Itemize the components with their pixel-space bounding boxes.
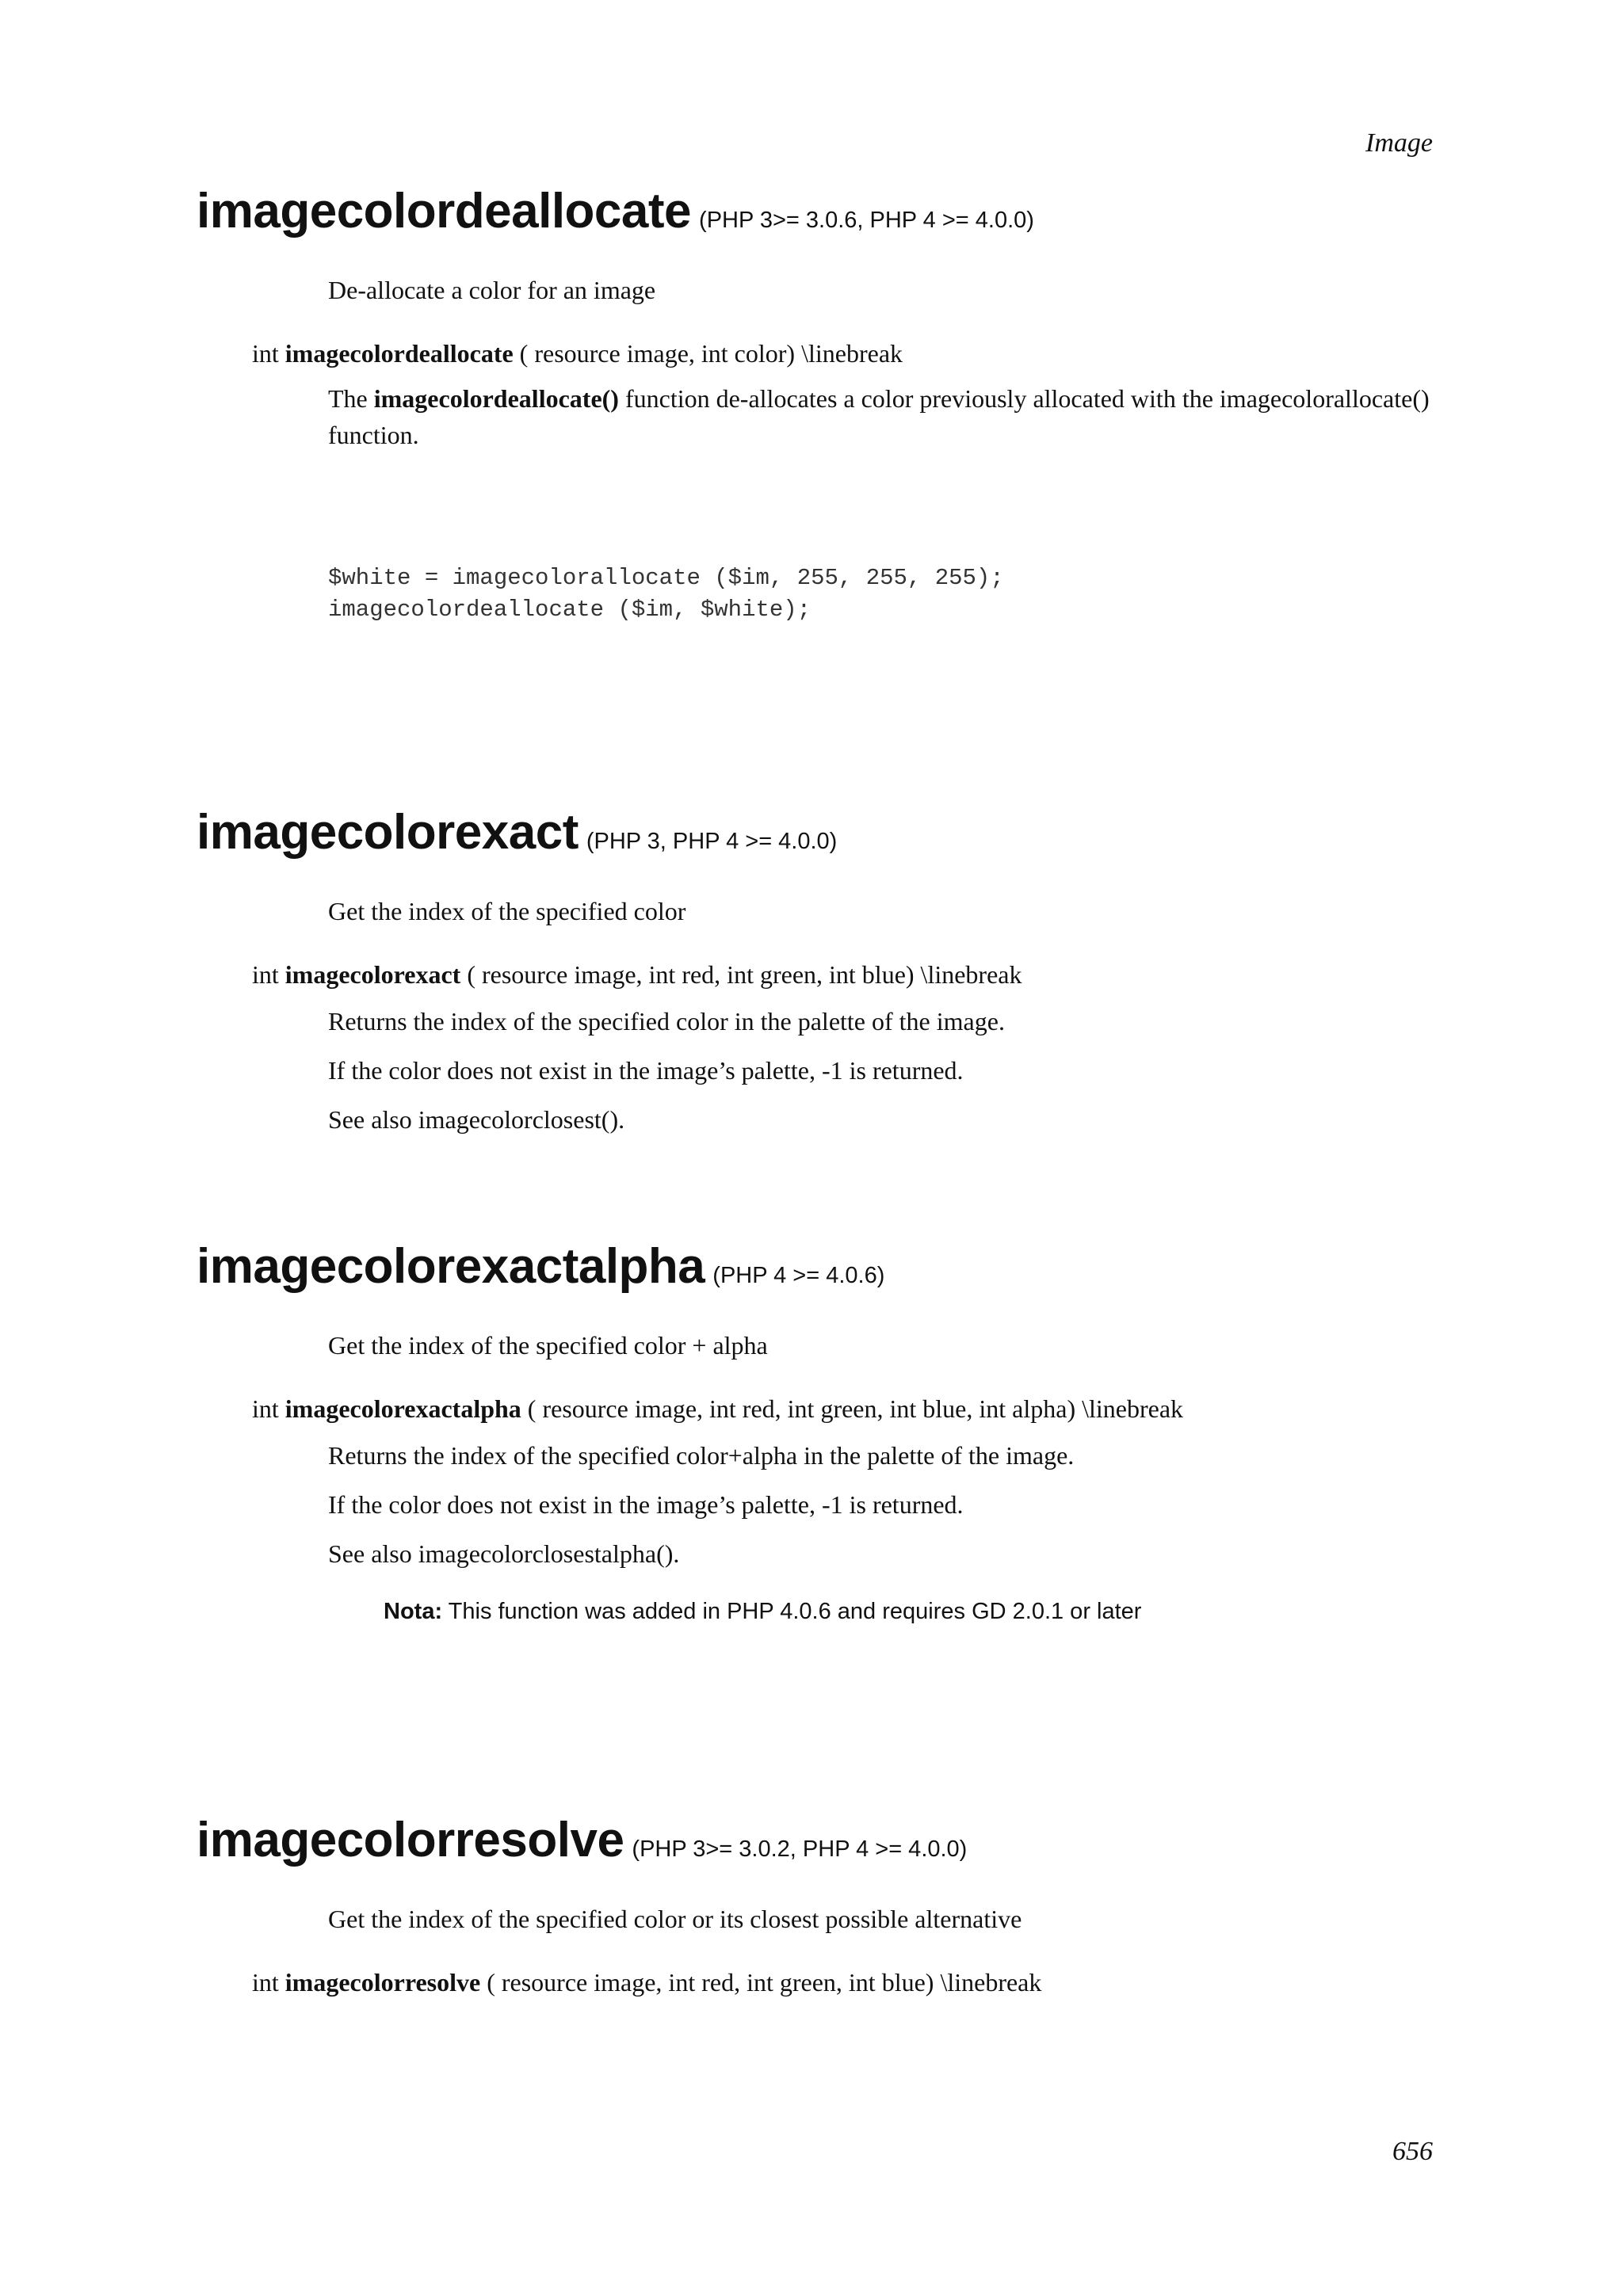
function-purpose: Get the index of the specified color + alpha xyxy=(328,1331,768,1360)
return-type: int xyxy=(252,1968,279,1997)
note xyxy=(384,1596,1433,1627)
entry-imagecolorexact xyxy=(197,805,1433,1138)
function-purpose: Get the index of the specified color xyxy=(328,897,686,925)
entry-imagecolorresolve xyxy=(197,1813,1433,1998)
function-name: imagecolorresolve xyxy=(197,1813,624,1867)
php-versions: (PHP 3>= 3.0.2, PHP 4 >= 4.0.0) xyxy=(632,1836,968,1862)
description-prefix: The xyxy=(328,384,368,413)
function-synopsis xyxy=(252,338,1433,369)
entry-imagecolordeallocate xyxy=(197,184,1433,689)
note-text: This function was added in PHP 4.0.6 and requires GD 2.0.1 or later xyxy=(448,1599,1142,1624)
php-versions: (PHP 3, PHP 4 >= 4.0.0) xyxy=(586,829,838,854)
description-suffix: function de-allocates a color previously allocated with the imagecolorallocate() function. xyxy=(328,384,1430,449)
description-paragraph: Returns the index of the specified color+alpha in the palette of the image. xyxy=(328,1441,1075,1470)
description-paragraph: If the color does not exist in the image’s palette, -1 is returned. xyxy=(328,1490,964,1519)
entry-title xyxy=(197,1813,1433,1867)
function-purpose: Get the index of the specified color or its closest possible alternative xyxy=(328,1905,1022,1933)
page-number: 656 xyxy=(1392,2137,1433,2166)
description-paragraph: Returns the index of the specified color in the palette of the image. xyxy=(328,1007,1005,1035)
synopsis-params: ( resource image, int red, int green, int blue, int alpha) \linebreak xyxy=(527,1394,1184,1423)
synopsis-function-name: imagecolorresolve xyxy=(285,1968,481,1997)
synopsis-params: ( resource image, int red, int green, int blue) \linebreak xyxy=(467,960,1022,989)
description-paragraph xyxy=(328,380,1461,453)
php-versions: (PHP 3>= 3.0.6, PHP 4 >= 4.0.0) xyxy=(699,208,1034,233)
synopsis-params: ( resource image, int red, int green, int blue) \linebreak xyxy=(487,1968,1042,1997)
entry-title xyxy=(197,1239,1433,1294)
see-also-paragraph: See also imagecolorclosest(). xyxy=(328,1105,625,1134)
function-purpose: De-allocate a color for an image xyxy=(328,276,656,304)
synopsis-function-name: imagecolorexactalpha xyxy=(285,1394,521,1423)
function-synopsis xyxy=(252,1393,1433,1425)
description-paragraph: If the color does not exist in the image’s palette, -1 is returned. xyxy=(328,1056,964,1085)
function-name: imagecolordeallocate xyxy=(197,184,692,238)
return-type: int xyxy=(252,1394,279,1423)
see-also-paragraph: See also imagecolorclosestalpha(). xyxy=(328,1539,680,1568)
function-synopsis xyxy=(252,959,1433,990)
description-function: imagecolordeallocate() xyxy=(373,384,619,413)
code-line: imagecolordeallocate ($im, $white); xyxy=(328,597,812,623)
note-label: Nota: xyxy=(384,1599,443,1624)
entry-title xyxy=(197,805,1433,860)
synopsis-function-name: imagecolorexact xyxy=(285,960,461,989)
function-name: imagecolorexactalpha xyxy=(197,1239,705,1294)
return-type: int xyxy=(252,339,279,368)
function-name: imagecolorexact xyxy=(197,805,579,860)
code-line: $white = imagecolorallocate ($im, 255, 255, 255); xyxy=(328,565,1004,591)
function-synopsis xyxy=(252,1966,1433,1998)
entry-imagecolorexactalpha xyxy=(197,1239,1433,1627)
code-example xyxy=(328,499,1433,689)
return-type: int xyxy=(252,960,279,989)
php-versions: (PHP 4 >= 4.0.6) xyxy=(712,1263,885,1288)
synopsis-function-name: imagecolordeallocate xyxy=(285,339,514,368)
running-head: Image xyxy=(1365,128,1433,158)
synopsis-params: ( resource image, int color) \linebreak xyxy=(519,339,903,368)
entry-title xyxy=(197,184,1433,238)
